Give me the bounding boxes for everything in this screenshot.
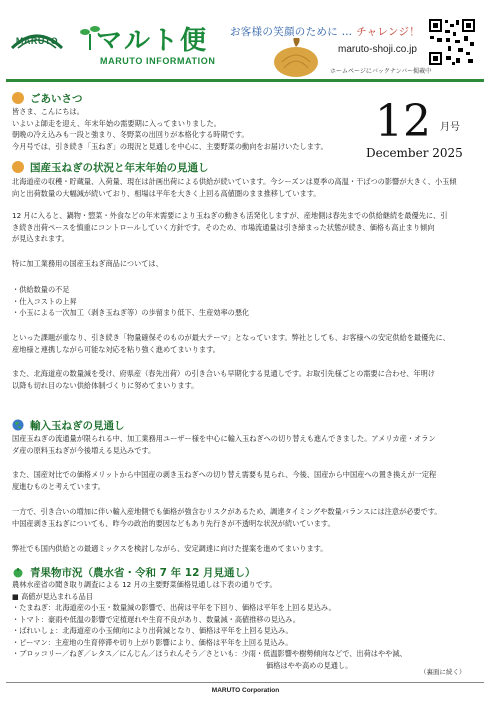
- domestic-title: 国産玉ねぎの状況と年末年始の見通し: [30, 162, 209, 174]
- brand-subtitle: MARUTO INFORMATION: [100, 56, 216, 66]
- issue-month-english: December 2025: [366, 146, 463, 160]
- market-item: ・トマト：豪雨や低温の影響で定植遅れや生育不良があり、数量減・高値推移の見込み。: [12, 614, 300, 624]
- greeting-line: 今月号では、引き続き「玉ねぎ」の現況と見通しを中心に、主要野菜の動向をお届けいたします。: [12, 141, 328, 151]
- domestic-para: 特に加工業務用の国産玉ねぎ商品については、: [12, 259, 163, 268]
- domestic-bullet: ・仕入コストの上昇: [12, 296, 77, 306]
- market-subhead: ■ 高値が見込まれる品目: [12, 591, 93, 601]
- market-item: ・ブロッコリー／ねぎ／レタス／にんじん／ほうれんそう／さといも：少雨・低温影響や樹勢傾向などで、出荷はやや減、: [12, 649, 407, 658]
- domestic-para: 向と出荷数量の大幅減が続いており、相場は平年を大きく上回る高値圏のまま推移しています。: [12, 188, 321, 198]
- market-intro: 農林水産省の聞き取り調査による 12 月の主要野菜価格見通しは下表の通りです。: [12, 580, 277, 589]
- tagline-text: お客様の笑顔のために …: [230, 26, 353, 38]
- greeting-title: ごあいさつ: [30, 93, 83, 105]
- greeting-line: いよいよ師走を迎え、年末年始の需要期に入ってまいりました。: [12, 118, 221, 128]
- imported-para: 弊社でも国内供給との最適ミックスを検討しながら、安定調達に向けた提案を進めてまいります。: [12, 544, 328, 553]
- tagline-challenge: チャレンジ！: [356, 26, 421, 38]
- market-item: ・たまねぎ：北海道産の小玉・数量減の影響で、出荷は平年を下回り、価格は平年を上回る見込み。: [12, 603, 336, 612]
- domestic-para: 12 月に入ると、鍋物・惣菜・外食などの年末需要により玉ねぎの動きも活発化しますが、産地側は春先までの供給継続を最優先に、引: [12, 211, 448, 220]
- header-divider: [6, 79, 484, 82]
- imported-para: 中国産剥き玉ねぎについても、昨今の政治的要因などもあり先行きが不透明な状況が続いています。: [12, 518, 335, 528]
- imported-para: また、国産対比での価格メリットから中国産の剥き玉ねぎへの切り替え需要も見られ、今後、国産から中国産への置き換えが一定程: [12, 470, 437, 479]
- imported-para: 国産玉ねぎの流通量が限られる中、加工業務用ユーザー様を中心に輸入玉ねぎへの切り替えも進んできました。アメリカ産・オラン: [12, 434, 436, 443]
- backnumber-note: ホームページにバックナンバー掲載中: [330, 68, 432, 75]
- domestic-para: が見込まれます。: [12, 234, 69, 243]
- vegetable-icon: [12, 566, 24, 578]
- greeting-line: 皆さま、こんにちは。: [12, 107, 84, 116]
- footer-divider: [6, 682, 484, 683]
- market-title: 青果物市況（農水省・令和 7 年 12 月見通し）: [30, 567, 256, 579]
- domestic-para: き続き出荷ペースを慎重にコントロールしていく方針です。そのため、市場流通量は引き締まった状態が続き、価格も高止まり傾向: [12, 222, 435, 232]
- imported-para: 一方で、引き合いの増加に伴い輸入産地側でも価格が強含むリスクがあるため、調達タイミングや数量バランスには注意が必要です。: [12, 507, 442, 516]
- domestic-para: 北海道産の収穫・貯蔵量、入荷量、現在は計画出荷による供給が続いています。今シーズンは夏季の高温・干ばつの影響が大きく、小玉傾: [12, 177, 457, 186]
- domestic-para: 産地様と連携しながら可能な対応を粘り強く進めてまいります。: [12, 344, 220, 354]
- issue-month-suffix: 月号: [440, 122, 460, 133]
- onion-bullet-icon: [12, 161, 24, 173]
- domestic-para: といった課題が重なり、引き続き「物量確保そのものが最大テーマ」となっています。弊社としても、お客様への安定供給を最優先に、: [12, 333, 450, 342]
- website-link[interactable]: maruto-shoji.co.jp: [338, 44, 417, 55]
- domestic-para: 以降も切れ目のない供給体制づくりに努めてまいります。: [12, 380, 199, 390]
- imported-title: 輸入玉ねぎの見通し: [30, 420, 125, 432]
- imported-para: ダ産の原料玉ねぎが今後増える見込みです。: [12, 445, 156, 455]
- domestic-para: また、北海道産の数量減を受け、府県産（春先出荷）の引き合いも早期化する見通しです。お取引先様ごとの需要に合わせ、年明け: [12, 369, 435, 378]
- market-item: ・ばれいしょ：北海道産の小玉傾向により出荷減となり、価格は平年を上回る見込み。: [12, 626, 293, 635]
- onion-bullet-icon: [12, 92, 24, 104]
- logo-text: MARUTO: [15, 36, 59, 46]
- greeting-line: 朝晩の冷え込みも一段と強まり、冬野菜の出回りが本格化する時期です。: [12, 130, 249, 139]
- issue-month-number: 12: [375, 96, 431, 147]
- page-header: [0, 0, 491, 78]
- qr-code-icon: [428, 18, 476, 66]
- globe-icon: [12, 419, 24, 431]
- domestic-bullet: ・小玉による一次加工（剥き玉ねぎ等）の歩留まり低下、生産効率の悪化: [12, 308, 250, 317]
- continued-note: （裏面に続く）: [420, 668, 466, 676]
- market-item: 価格はやや高めの見通し。: [266, 660, 353, 670]
- tagline: [230, 24, 420, 39]
- imported-para: 度進むものと考えています。: [12, 481, 105, 491]
- brand-title: マルト便: [96, 26, 209, 56]
- domestic-bullet: ・供給数量の不足: [12, 285, 70, 294]
- footer-text: MARUTO Corporation: [211, 687, 280, 694]
- market-item: ・ピーマン：主産地の生育停滞や切り上がり影響により、価格は平年を上回る見込み。: [12, 637, 293, 647]
- onion-illustration: [268, 38, 324, 78]
